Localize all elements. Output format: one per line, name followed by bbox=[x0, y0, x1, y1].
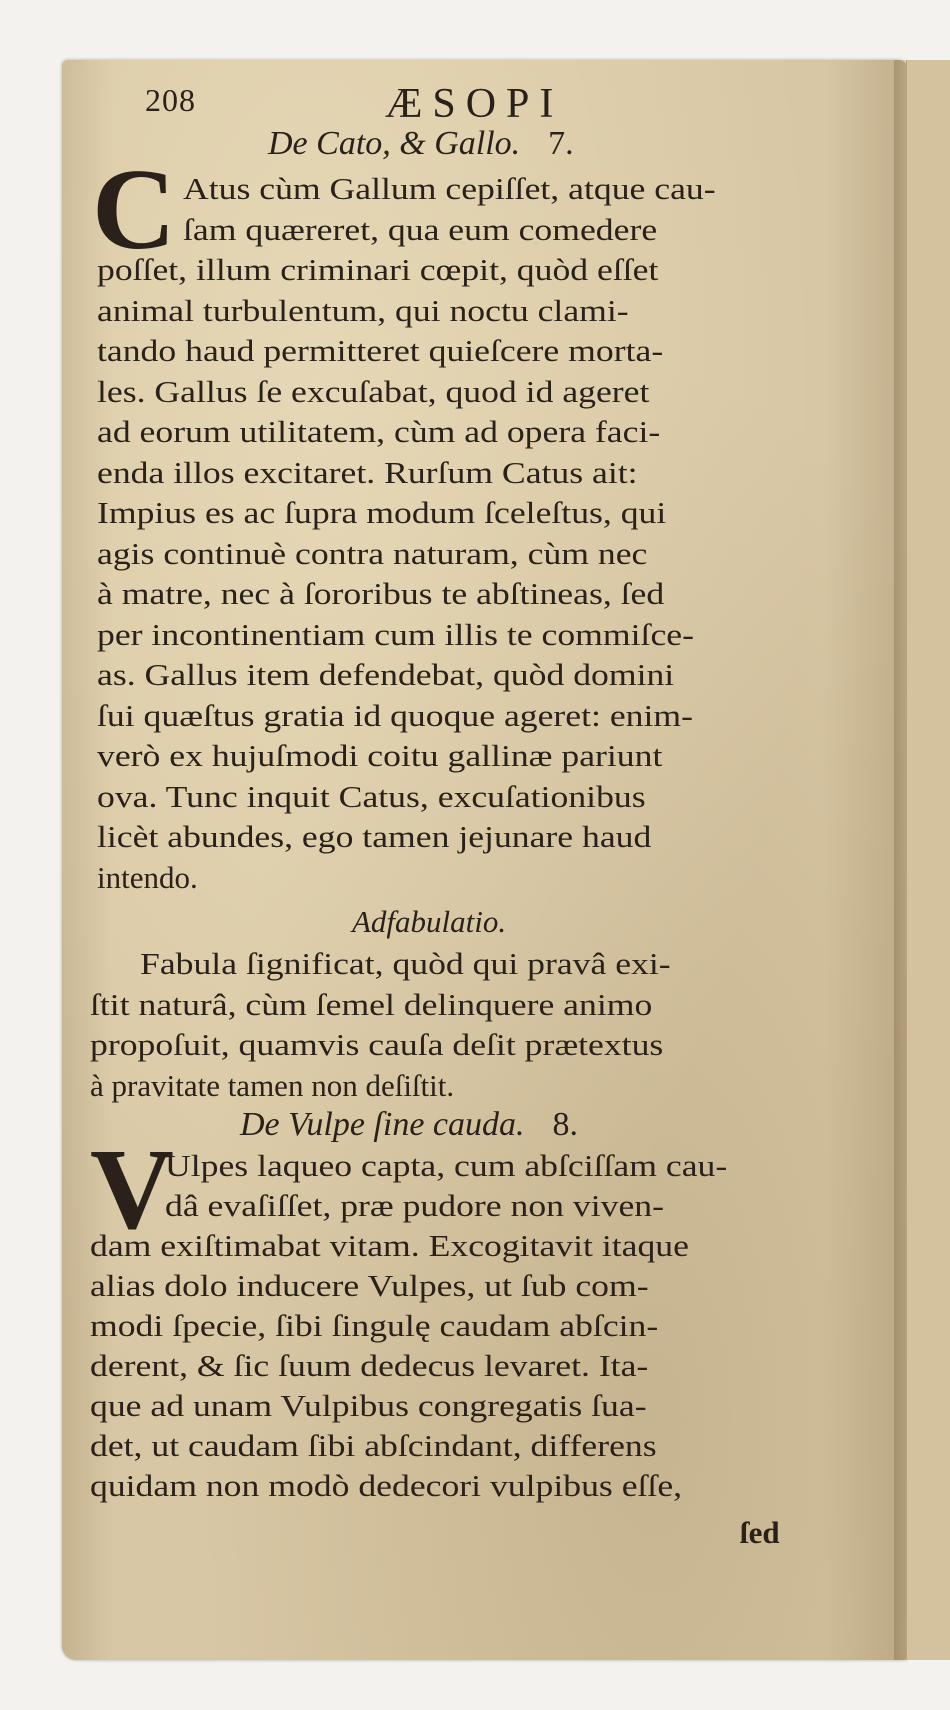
moral-7-line: ſtit naturâ, cùm ſemel delinquere animo bbox=[90, 986, 653, 1022]
fable-8-line: derent, & ſic ſuum dedecus levaret. Ita- bbox=[90, 1348, 649, 1383]
fable-7-line: verò ex hujuſmodi coitu gallinæ pariunt bbox=[97, 738, 663, 773]
fable-7-title bbox=[268, 125, 574, 163]
fable-7-line: as. Gallus item defendebat, quòd domini bbox=[97, 657, 675, 692]
page-number: 208 bbox=[145, 82, 196, 118]
fable-7-line: à matre, nec à ſororibus te abſtineas, ſed bbox=[97, 576, 665, 611]
moral-7-title: Adfabulatio. bbox=[352, 904, 507, 939]
fable-8-line: dam exiſtimabat vitam. Excogitavit itaque bbox=[90, 1228, 689, 1263]
page-gutter bbox=[894, 60, 906, 1660]
fable-8-line: quidam non modò dedecori vulpibus eſſe, bbox=[90, 1468, 683, 1503]
fable-7-line: enda illos excitaret. Rurſum Catus ait: bbox=[97, 454, 638, 490]
fable-7-line: intendo. bbox=[97, 859, 198, 895]
fable-7-line: licèt abundes, ego tamen jejunare haud bbox=[97, 819, 652, 854]
fable-8-line: que ad unam Vulpibus congregatis ſua- bbox=[90, 1388, 647, 1423]
moral-7-line: Fabula ſignificat, quòd qui pravâ exi- bbox=[140, 946, 671, 981]
fable-7-line: ad eorum utilitatem, cùm ad opera faci- bbox=[97, 414, 661, 449]
fable-8-number: 8. bbox=[552, 1106, 579, 1143]
moral-7-line: propoſuit, quamvis cauſa deſit prætextus bbox=[90, 1027, 664, 1062]
fable-7-line: Atus cùm Gallum cepiſſet, atque cau- bbox=[183, 171, 716, 206]
moral-7-line: à pravitate tamen non deſiſtit. bbox=[90, 1067, 455, 1103]
fable-8-title bbox=[240, 1106, 578, 1144]
fable-8-line: det, ut caudam ſibi abſcindant, differens bbox=[90, 1428, 657, 1463]
fable-7-dropcap: C bbox=[92, 146, 176, 274]
facing-page-edge bbox=[906, 60, 950, 1660]
fable-7-line: ova. Tunc inquit Catus, excuſationibus bbox=[97, 778, 646, 814]
fable-8-line: Ulpes laqueo capta, cum abſciſſam cau- bbox=[165, 1148, 728, 1183]
fable-7-line: Impius es ac ſupra modum ſceleſtus, qui bbox=[97, 495, 667, 530]
catchword: ſed bbox=[740, 1515, 780, 1550]
fable-7-line: agis continuè contra naturam, cùm nec bbox=[97, 535, 648, 571]
fable-8-dropcap: V bbox=[90, 1126, 174, 1254]
fable-8-title-text: De Vulpe ſine cauda. bbox=[240, 1106, 525, 1143]
fable-7-line: les. Gallus ſe excuſabat, quod id ageret bbox=[97, 373, 650, 409]
fable-8-line: dâ evaſiſſet, præ pudore non viven- bbox=[165, 1188, 664, 1223]
page-header bbox=[145, 80, 785, 130]
fable-8-line: alias dolo inducere Vulpes, ut ſub com- bbox=[90, 1268, 649, 1303]
fable-7-line: ſui quæſtus gratia id quoque ageret: enim- bbox=[97, 697, 694, 733]
fable-7-title-text: De Cato, & Gallo. bbox=[268, 125, 521, 162]
fable-7-line: poſſet, illum criminari cœpit, quòd eſſet bbox=[97, 252, 659, 287]
running-title: ÆSOPI bbox=[385, 81, 564, 127]
fable-7-line: per incontinentiam cum illis te commiſce- bbox=[97, 616, 694, 652]
fable-7-number: 7. bbox=[548, 125, 574, 162]
fable-7-line: ſam quæreret, qua eum comedere bbox=[183, 211, 658, 247]
fable-8-line: modi ſpecie, ſibi ſingulę caudam abſcin- bbox=[90, 1308, 659, 1343]
fable-7-line: tando haud permitteret quieſcere morta- bbox=[97, 333, 664, 368]
fable-7-line: animal turbulentum, qui noctu clami- bbox=[97, 292, 629, 328]
